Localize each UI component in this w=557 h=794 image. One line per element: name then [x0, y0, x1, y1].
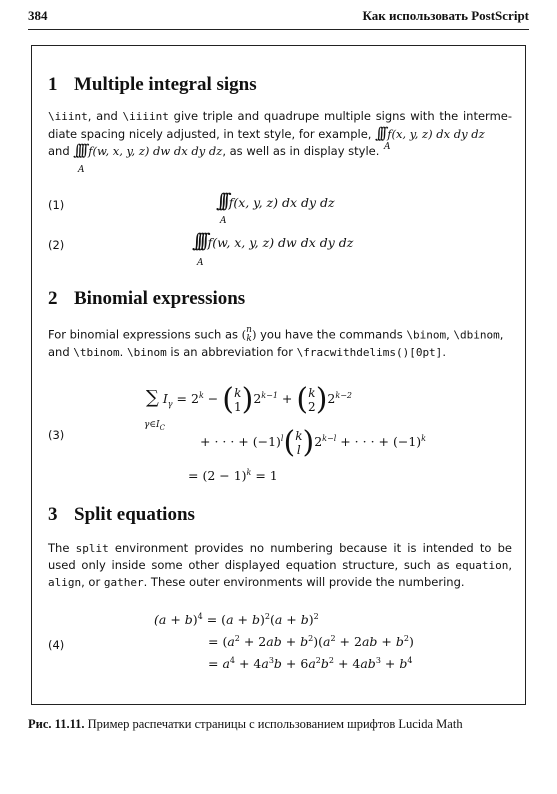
equation-4-number: (4) [48, 638, 65, 652]
section-2-paragraph: For binomial expressions such as (n k) you have the commands \binom, \dbinom, and \tbinom. \binom is an abbreviation for \fracwithdelims()[0pt]. [48, 325, 504, 359]
sample-page-frame: 1 Multiple integral signs \iiint, and \iiiint give triple and quadrupe multiple signs with the interme-diate spacing nicely adjusted, in text style, for example, ∫∫∫ f(x, y, z) dx dy dz and ∫∫∫∫ f(w, x, y, z) dw dx dy dz, as well as in display style. A A (1) ∫∫∫ f(x, y, z) dx dy dz A (2) ∫∫∫∫ f(w, x, y, z) dw dx dy dz A 2 Binomial expressions For binomial expressions such as (n k) you have the commands \binom, \dbinom, and \tbinom. \binom is an abbreviation for \fracwithdelims()[0pt]. (3) ∑ $I_\gamma = 2^k - (k$ $1)2^{k-1} + (k$ $2)2^{k-2}$ $\gamma\in I_C$ + · · · + $(-1)^l(k$ $l)2^{k-l}$ + · · · + $(-1)^k$ = $(2 - 1)^k = 1$ 3 Split equations The split environment provides no numbering because it is intended to be used only inside some other displayed equation structure, such as equation, align, or gather. These outer environments will provide the numbering. (4) $(a + b)^4 = (a + b)^2(a + b)^2$ = $(a^2 + 2ab + b^2)(a^2 + 2ab + b^2)$ = $a^4 + 4a^3b + 6a^2b^2 + 4ab^3 + b^4$ [31, 45, 526, 705]
section-3-heading: 3 Split equations [48, 504, 195, 525]
inline-subscript-a1: A [384, 142, 391, 152]
equation-4-line-1: $(a + b)^4 = (a + b)^2(a + b)^2$ [154, 612, 319, 628]
equation-3-line-2: + · · · + $(-1)^l(k$ $l)2^{k-l}$ + · · · + $(-1)^k$ [200, 425, 427, 460]
quadruple-integral-icon: ∫∫∫∫ [192, 230, 204, 252]
equation-4-line-2: = $(a^2 + 2ab + b^2)(a^2 + 2ab + b^2)$ [208, 634, 414, 650]
header-rule [28, 29, 529, 30]
summation-icon: ∑ [146, 387, 159, 408]
page-number: 384 [28, 8, 48, 23]
equation-3-number: (3) [48, 428, 65, 442]
equation-3-line-3: = $(2 - 1)^k = 1$ [188, 468, 278, 484]
equation-2: ∫∫∫∫ f(w, x, y, z) dw dx dy dz [192, 230, 354, 252]
figure-caption: Рис. 11.11. Пример распечатки страницы с использованием шрифтов Lucida Math [28, 717, 463, 731]
running-title: Как использовать PostScript [362, 8, 529, 23]
equation-3-line-1: ∑ $I_\gamma = 2^k - (k$ $1)2^{k-1} + (k$ $2)2^{k-2}$ [146, 382, 352, 417]
section-1-paragraph: \iiint, and \iiiint give triple and quadrupe multiple signs with the interme-diate spacing nicely adjusted, in text style, for example, ∫∫∫ f(x, y, z) dx dy dz and ∫∫∫∫ f(w, x, y, z) dw dx dy dz, as well as in display style. [48, 109, 512, 159]
section-2-heading: 2 Binomial expressions [48, 288, 246, 309]
triple-integral-icon: ∫∫∫ [216, 190, 225, 212]
equation-1-subscript: A [220, 216, 227, 226]
equation-2-subscript: A [197, 258, 204, 268]
equation-1: ∫∫∫ f(x, y, z) dx dy dz [216, 190, 335, 212]
section-3-paragraph: The split environment provides no numbering because it is intended to be used only inside some other displayed equation structure, such as equation, align, or gather. These outer environments will provide the numbering. [48, 541, 513, 589]
equation-2-number: (2) [48, 238, 65, 252]
section-1-heading: 1 Multiple integral signs [48, 74, 257, 95]
running-head [28, 8, 529, 26]
equation-1-number: (1) [48, 198, 65, 212]
inline-subscript-a2: A [78, 165, 85, 175]
equation-4-line-3: = $a^4 + 4a^3b + 6a^2b^2 + 4ab^3 + b^4$ [208, 656, 413, 672]
